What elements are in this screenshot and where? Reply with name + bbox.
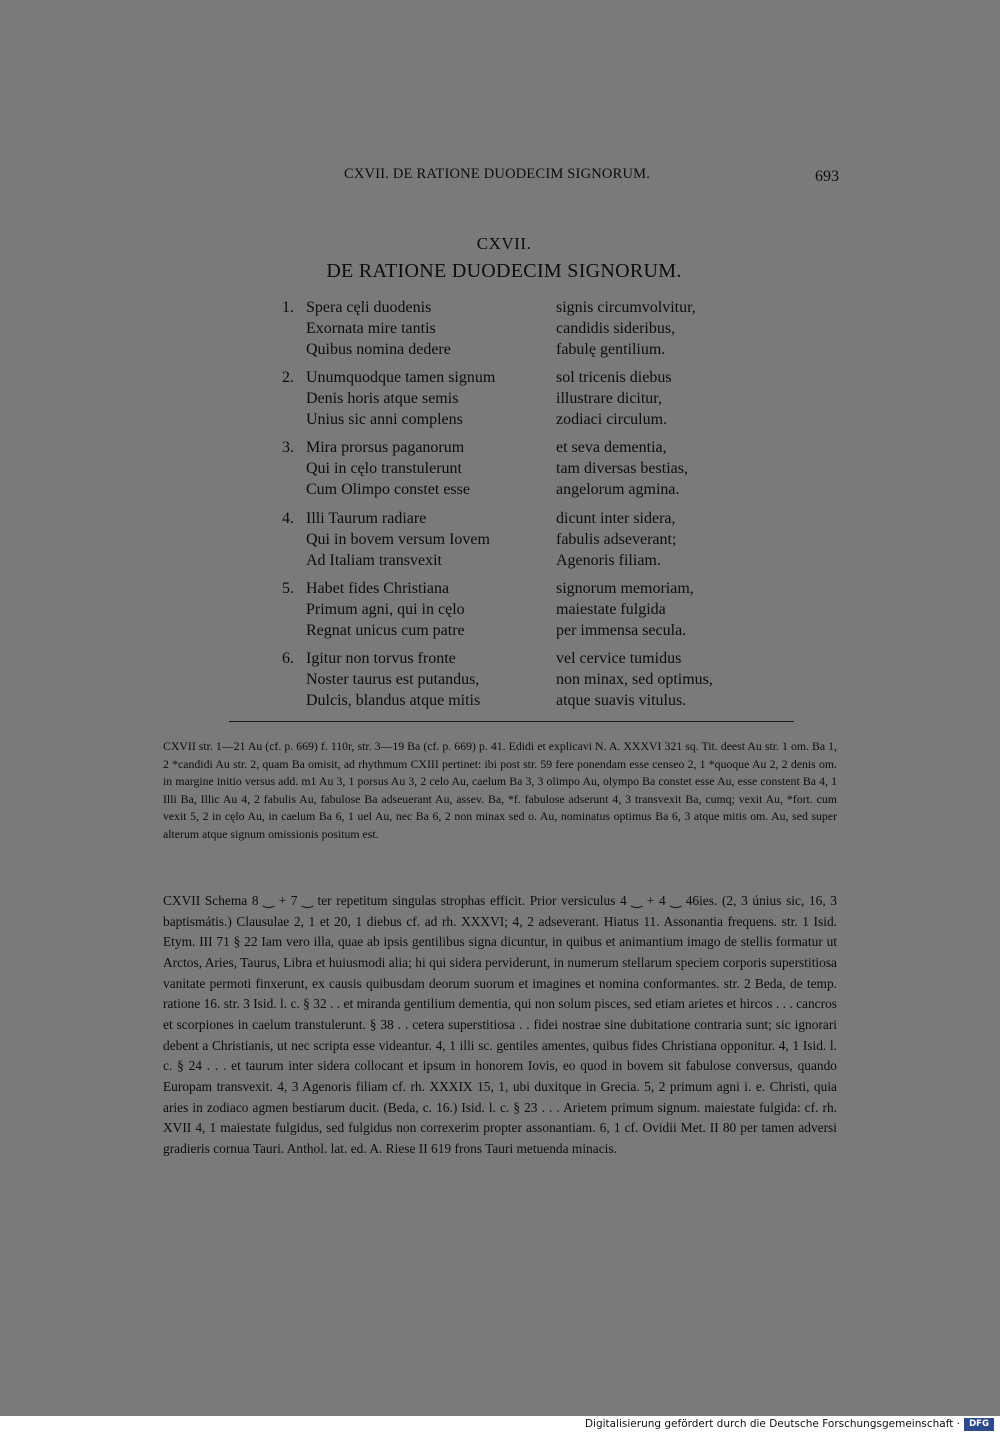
- verse-line: [282, 620, 762, 641]
- verse-first-half: Noster taurus est putandus,: [306, 670, 480, 688]
- verse-second-half: tam diversas bestias,: [556, 460, 688, 478]
- verse-second-half: vel cervice tumidus: [556, 649, 682, 667]
- poem-title: DE RATIONE DUODECIM SIGNORUM.: [326, 260, 682, 282]
- verse-second-half: et seva dementia,: [556, 439, 667, 457]
- stanza-number: 1.: [282, 299, 294, 316]
- stanza-4: [282, 508, 762, 571]
- verse-line: [282, 437, 762, 458]
- stanza-6: [282, 648, 762, 711]
- verse-second-half: atque suavis vitulus.: [556, 691, 687, 709]
- verse-second-half: fabulis adseverant;: [556, 530, 677, 548]
- verse-second-half: illustrare dicitur,: [556, 390, 662, 408]
- commentary-text: CXVII Schema 8 ‿ + 7 ‿ ter repetitum singulas strophas efficit. Prior versiculus 4 ‿ + 4 ‿ 46ies. (2, 3 únius sic, 16, 3 baptismátis.) Clausulae 2, 1 et 20, 1 diebus cf. ad rh. XXXVI; 4, 2 adseverant. Hiatus 11. Assonantia frequens. str. 1 Isid. Etym. III 71 § 22 Iam vero illa, quae ab ipsis gentilibus signa dicuntur, in quibus et animantium imago de stellis formatur ut Arctos, Aries, Taurus, Libra et huiusmodi alia; hi qui sidera perviderunt, in numerum stellarum speciem corporis superstitiosa vanitate permoti finxerunt, ex causis quibusdam deorum suorum et imagines et nomina conformantes. str. 2 Beda, de temp. ratione 16. str. 3 Isid. l. c. § 32 . . et miranda gentilium dementia, qui non solum pisces, sed etiam arietes et hircos . . . cancros et scorpiones in caelum transtulerunt. § 38 . . cetera superstitiosa . . fidei nostrae sine dubitatione contraria sunt; sic ignorari debent a Christianis, ut nec scripta esse videantur. 4, 1 illi sc. gentiles amentes, quibus fides Christiana opponitur. 4, 1 Isid. l. c. § 24 . . . et taurum inter sidera collocant et ipsum in honorem Iovis, eo quod in bovem sit fabulose conversus, quando Europam transvexit. 4, 3 Agenoris filiam cf. rh. XXXIX 15, 1, ubi duxitque in Grecia. 5, 2 primum agni i. e. Christi, quia aries in zodiaco agmen bestiarum ducit. (Beda, c. 16.) Isid. l. c. § 23 . . . Arietem primum signum. maiestate fulgida: cf. rh. XVII 4, 1 maiestate fulgidus, sed fulgidus non correxerim propter assonantiam. 6, 1 cf. Ovidii Met. II 80 per tamen adversi gradieris cornua Tauri. Anthol. lat. ed. A. Riese II 619 frons Tauri metuenda minacis.: [163, 893, 837, 1156]
- stanza-number: 6.: [282, 649, 294, 667]
- verse-first-half: Quibus nomina dedere: [306, 341, 451, 358]
- verse-first-half: Spera cęli duodenis: [306, 299, 432, 316]
- verse-line: [282, 297, 762, 318]
- poem-stanzas: [282, 297, 762, 718]
- verse-first-half: Mira prorsus paganorum: [306, 439, 465, 457]
- verse-first-half: Unumquodque tamen signum: [306, 369, 496, 387]
- verse-line: [282, 508, 762, 529]
- verse-first-half: Unius sic anni complens: [306, 411, 463, 429]
- verse-first-half: Qui in cęlo transtulerunt: [306, 460, 462, 478]
- verse-line: [282, 339, 762, 360]
- verse-line: [282, 578, 762, 599]
- verse-second-half: dicunt inter sidera,: [556, 509, 676, 527]
- verse-first-half: Cum Olimpo constet esse: [306, 481, 470, 499]
- verse-line: [282, 388, 762, 409]
- verse-second-half: maiestate fulgida: [556, 600, 666, 618]
- poem-number: CXVII.: [476, 234, 532, 253]
- verse-first-half: Illi Taurum radiare: [306, 509, 427, 527]
- stanza-1: [282, 297, 762, 360]
- stanza-number: 4.: [282, 509, 294, 527]
- verse-second-half: fabulę gentilium.: [556, 341, 666, 358]
- apparatus-text: CXVII str. 1—21 Au (cf. p. 669) f. 110r, str. 3—19 Ba (cf. p. 669) p. 41. Edidi et explicavi N. A. XXXVI 321 sq. Tit. deest Au str. 1 om. Ba 1, 2 *candidi Au str. 2, quam Ba omisit, ad rhythmum CXIII pertinet: ibi post str. 59 fere ponendam esse censeo 2, 1 *quoque Au 2, 2 denis om. in margine initio versus add. m1 Au 3, 1 porsus Au 3, 2 celo Au, caelum Ba 3, 3 olimpo Au, olympo Ba constet esse Au, esse constent Ba 4, 1 Illi Ba, Illic Au 4, 2 fabulis Au, fabulose Ba adseuerant Au, assev. Ba, *f. fabulose adserunt 4, 3 transvexit Ba, cumq; vexit Au, *fort. cum vexit 5, 2 in cęlo Au, in caelum Ba 6, 1 uel Au, nec Ba 6, 2 non minax sed o. Au, nominatus optimus Ba 6, 3 atque mitis om. Au, sed super alterum atque signum omissionis positum est.: [163, 739, 837, 841]
- verse-first-half: Qui in bovem versum Iovem: [306, 530, 490, 548]
- verse-first-half: Ad Italiam transvexit: [306, 551, 442, 569]
- verse-line: [282, 648, 762, 669]
- verse-second-half: candidis sideribus,: [556, 320, 676, 337]
- verse-second-half: Agenoris filiam.: [556, 551, 661, 569]
- page-number: 693: [815, 168, 839, 185]
- verse-line: [282, 599, 762, 620]
- verse-first-half: Denis horis atque semis: [306, 390, 459, 408]
- stanza-number: 5.: [282, 579, 294, 597]
- separator-rule: [229, 721, 794, 722]
- stanza-number: 2.: [282, 369, 294, 387]
- verse-second-half: angelorum agmina.: [556, 481, 680, 499]
- verse-first-half: Habet fides Christiana: [306, 579, 450, 597]
- verse-line: [282, 409, 762, 430]
- verse-second-half: signorum memoriam,: [556, 579, 694, 597]
- verse-line: [282, 529, 762, 550]
- running-head: [0, 166, 1000, 186]
- verse-line: [282, 690, 762, 711]
- verse-line: [282, 669, 762, 690]
- running-title: CXVII. DE RATIONE DUODECIM SIGNORUM.: [344, 166, 651, 182]
- verse-first-half: Exornata mire tantis: [306, 320, 436, 337]
- stanza-3: [282, 437, 762, 500]
- stanza-number: 3.: [282, 439, 294, 457]
- verse-line: [282, 458, 762, 479]
- verse-second-half: signis circumvolvitur,: [556, 299, 696, 316]
- verse-second-half: non minax, sed optimus,: [556, 670, 713, 688]
- verse-second-half: per immensa secula.: [556, 621, 687, 639]
- verse-first-half: Igitur non torvus fronte: [306, 649, 456, 667]
- critical-apparatus: [163, 738, 837, 844]
- verse-line: [282, 479, 762, 500]
- verse-first-half: Dulcis, blandus atque mitis: [306, 691, 481, 709]
- stanza-2: [282, 367, 762, 430]
- commentary: [163, 891, 837, 1160]
- verse-first-half: Regnat unicus cum patre: [306, 621, 465, 639]
- footer-bar: [0, 1416, 1000, 1434]
- verse-second-half: sol tricenis diebus: [556, 369, 672, 387]
- verse-line: [282, 367, 762, 388]
- stanza-5: [282, 578, 762, 641]
- dfg-logo[interactable]: DFG: [964, 1418, 994, 1431]
- verse-line: [282, 550, 762, 571]
- verse-second-half: zodiaci circulum.: [556, 411, 668, 429]
- funding-notice: Digitalisierung gefördert durch die Deutsche Forschungsgemeinschaft ·: [584, 1418, 960, 1430]
- verse-line: [282, 318, 762, 339]
- verse-first-half: Primum agni, qui in cęlo: [306, 600, 465, 618]
